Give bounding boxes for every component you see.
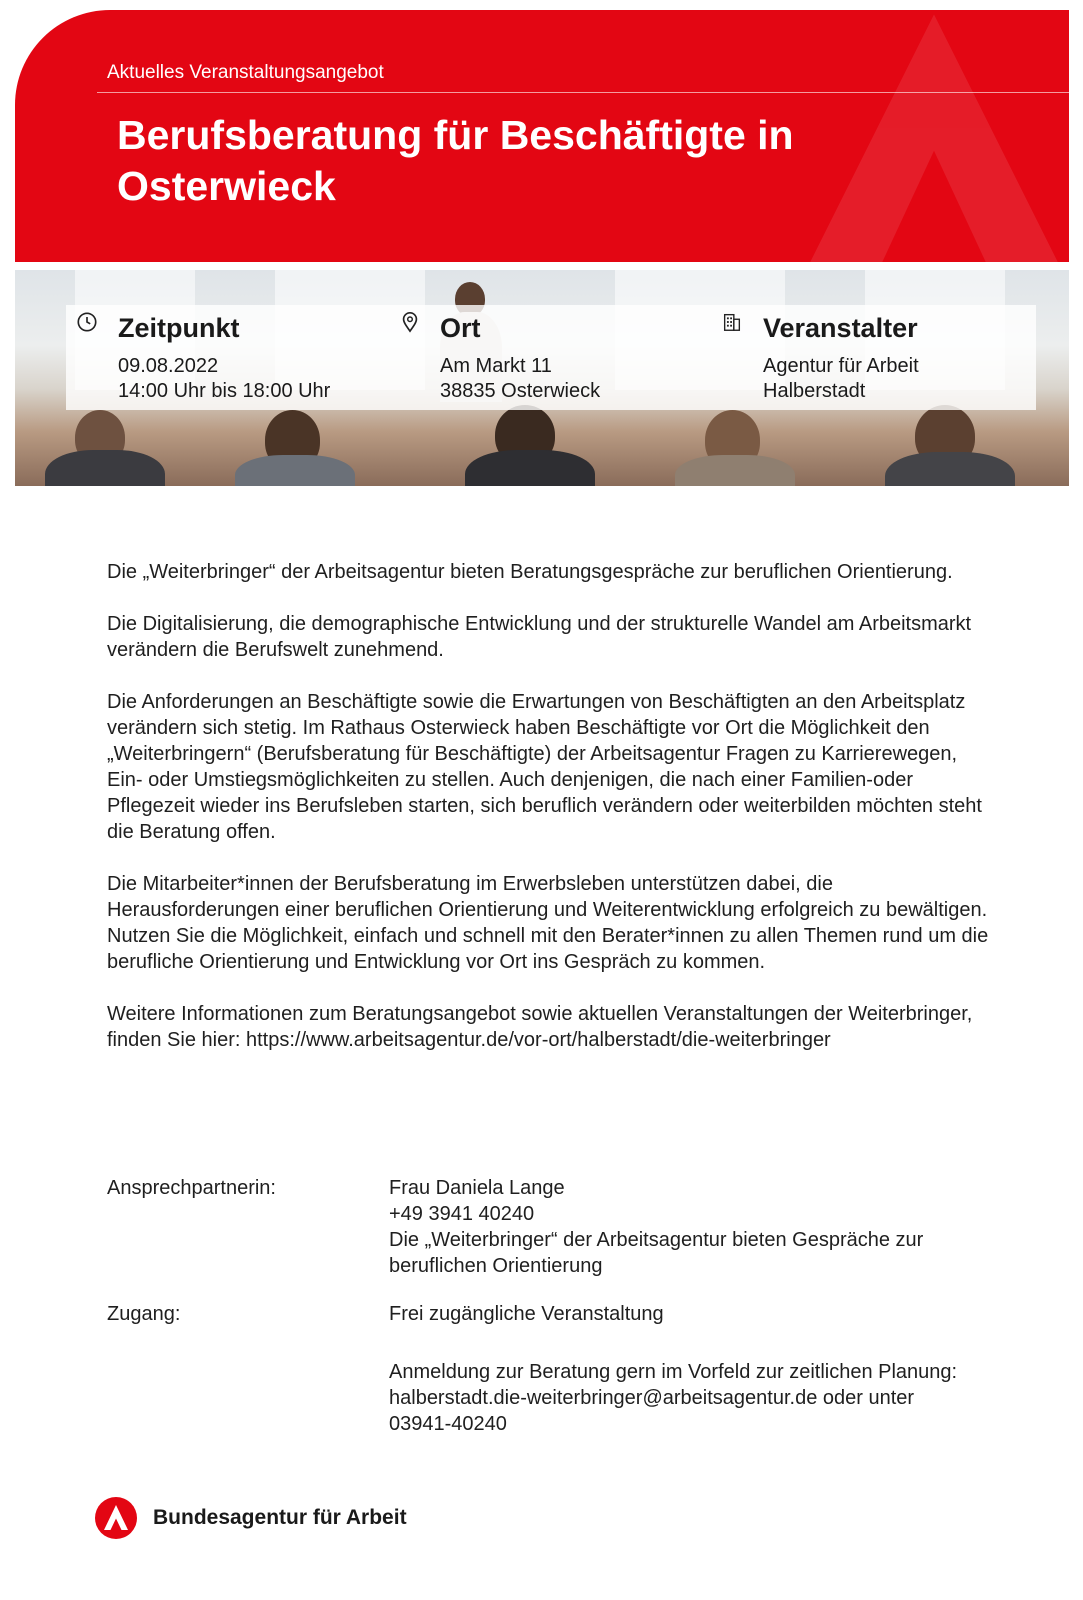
header-banner: [15, 10, 1069, 262]
paragraph-5-text: Weitere Informationen zum Beratungsangebot sowie aktuellen Veranstaltungen der Weiterbringer, finden Sie hier:: [107, 1003, 973, 1051]
contact-label: Ansprechpartnerin:: [107, 1177, 276, 1199]
paragraph-4: Die Mitarbeiter*innen der Berufsberatung im Erwerbsleben unterstützen dabei, die Herausforderungen einer beruflichen Orientierung und Weiterentwicklung erfolgreich zu bewältigen. Nutzen Sie die Möglichkeit, einfach und schnell mit den Berater*innen zu allen Themen rund um die berufliche Orientierung und Entwicklung vor Ort ins Gespräch zu kommen.: [107, 873, 989, 973]
paragraph-2: Die Digitalisierung, die demographische Entwicklung und der strukturelle Wandel am Arbeitsmarkt verändern die Berufswelt zunehmend.: [107, 613, 972, 661]
page-title: Berufsberatung für Beschäftigte in Osterwieck: [117, 112, 794, 209]
access-details: [389, 1301, 989, 1437]
time-heading: Zeitpunkt: [118, 313, 240, 343]
access-section: [107, 1301, 997, 1441]
time-date: 09.08.2022: [118, 355, 219, 377]
header-divider: [97, 92, 1069, 93]
place-heading: Ort: [440, 313, 481, 343]
organizer-heading: Veranstalter: [763, 313, 918, 343]
access-value: Frei zugängliche Veranstaltung: [389, 1303, 664, 1325]
header-kicker: Aktuelles Veranstaltungsangebot: [107, 62, 384, 83]
time-hours: 14:00 Uhr bis 18:00 Uhr: [118, 380, 331, 402]
body-text: [107, 559, 997, 1079]
place-city: 38835 Osterwieck: [440, 380, 601, 402]
contact-section: [107, 1175, 997, 1285]
contact-details: [389, 1175, 989, 1279]
org-name: Bundesagentur für Arbeit: [153, 1506, 407, 1529]
paragraph-5: [107, 1001, 997, 1053]
registration-note: Anmeldung zur Beratung gern im Vorfeld zur zeitlichen Planung: halberstadt.die-weiterbringer@arbeitsagentur.de oder unter 03941-40240: [389, 1361, 958, 1435]
paragraph-1: Die „Weiterbringer“ der Arbeitsagentur bieten Beratungsgespräche zur beruflichen Orientierung.: [107, 561, 953, 583]
info-organizer: [721, 305, 1031, 410]
info-link[interactable]: https://www.arbeitsagentur.de/vor-ort/halberstadt/die-weiterbringer: [245, 1029, 831, 1051]
paragraph-3: Die Anforderungen an Beschäftigte sowie die Erwartungen von Beschäftigten an den Arbeitsplatz verändern sich stetig. Im Rathaus Osterwieck haben Beschäftigte vor Ort die Möglichkeit den „Weiterbringern“ (Berufsberatung für Beschäftigte) der Arbeitsagentur Fragen zu Karrierewegen, Ein- oder Umstiegsmöglichkeiten zu stellen. Auch denjenigen, die nach einer Familien-oder Pflegezeit wieder ins Berufsleben starten, sich beruflich verändern oder weiterbilden möchten steht die Beratung offen.: [107, 691, 982, 843]
contact-phone[interactable]: +49 3941 40240: [389, 1203, 535, 1225]
event-info-panel: [66, 305, 1036, 410]
info-place: [399, 305, 719, 410]
organizer-line2: Halberstadt: [763, 380, 866, 402]
location-pin-icon: [399, 311, 421, 333]
organizer-line1: Agentur für Arbeit: [763, 355, 919, 377]
contact-description: Die „Weiterbringer“ der Arbeitsagentur bieten Gespräche zur beruflichen Orientierung: [389, 1229, 924, 1277]
contact-name: Frau Daniela Lange: [389, 1177, 565, 1199]
clock-icon: [76, 311, 98, 333]
info-time: [76, 305, 396, 410]
ba-logo-icon: [95, 1497, 137, 1539]
place-street: Am Markt 11: [440, 355, 552, 377]
building-icon: [721, 311, 743, 333]
access-label: Zugang:: [107, 1303, 181, 1325]
